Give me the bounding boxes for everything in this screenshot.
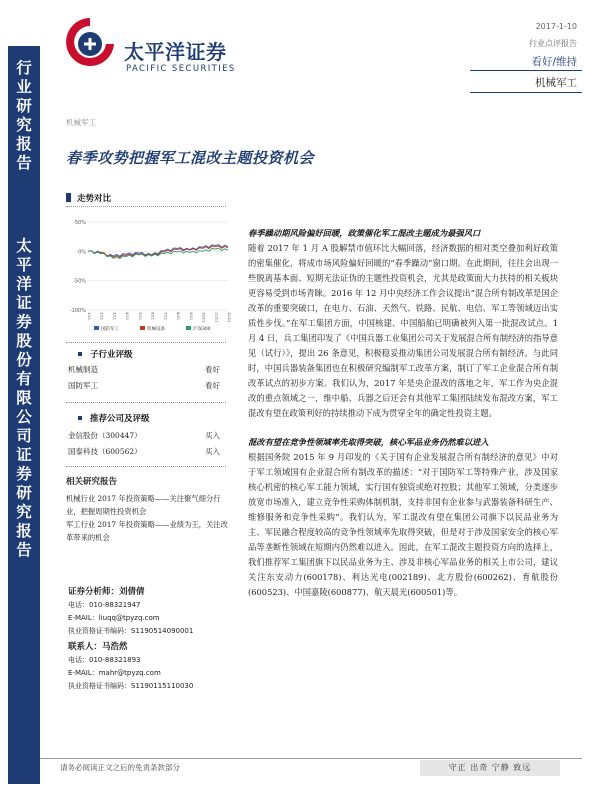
analyst-cert: 执业资格证书编码：S1190514090001: [68, 627, 194, 635]
table-row: [68, 378, 220, 394]
contact-email[interactable]: E-MAIL：mahr@tpyzq.com: [68, 669, 161, 677]
sidebar-bottom-char: 洋: [16, 274, 32, 293]
sidebar-top-char: 研: [16, 96, 32, 115]
sidebar-top-char: 行: [16, 58, 32, 77]
x-tick-label: 1/11: [87, 312, 91, 321]
sector-name: 机械军工: [535, 77, 577, 89]
x-tick-label: 2/11: [99, 312, 104, 321]
sidebar-top-char: 告: [16, 153, 32, 172]
divider: [66, 402, 226, 403]
body-paragraph: 根据国务院 2015 年 9 月印发的《关于国有企业发展混合所有制经济的意见》中对于军工领域国有企业混合所有制改革的描述：“对于国防军工等特殊产业，涉及国家核心机密的核心军工能力领域，实行国有独资或绝对控股；其他军工领域，分类逐步放宽市场准入，建立竞争性采购体制机制，支持非国有企业参与武器装备科研生产、维修服务和竞争性采购”。我们认为，军工混改有望在集团公司旗下以民品业务为主、军民融合程度较高的竞争性领域率先取得突破，但是对于涉及国家安全的核心军品等垄断性领域在短期内仍然难以进入。因此，在军工混改主题投资方向的选择上，我们推荐军工集团旗下以民品业务为主、涉及非核心军品业务的相关上市公司，建议关注东安动力(600178)、利达光电(002189)、北方股份(600262)、育航股份(600523)、中国嘉陵(600877)、航天晨光(600501)等。: [248, 452, 558, 597]
company-rating: 买入: [205, 447, 220, 456]
footer-divider: [40, 758, 582, 759]
sub-industry-table: [68, 362, 220, 394]
header-divider: [470, 70, 582, 71]
section-heading: 混改有望在竞争性领域率先取得突破，核心军品业务仍然难以进入: [248, 437, 489, 447]
page-title: 春季攻势把握军工混改主题投资机会: [66, 149, 315, 167]
sidebar-bottom-char: 报: [16, 521, 32, 540]
x-tick-label: 3/11: [112, 312, 117, 321]
divider: [66, 206, 226, 207]
legend-label: 机械设备: [147, 327, 165, 332]
industry-name: 机械制造: [68, 365, 98, 374]
legend-label: 沪深300: [193, 327, 211, 332]
contact-cert: 执业资格证书编码：S1190115110030: [68, 682, 194, 690]
sidebar-bottom-char: 有: [16, 369, 32, 388]
sidebar-top-char: 业: [16, 77, 32, 96]
logo-chinese-name: 太平洋证券: [124, 40, 227, 64]
sidebar-bottom-char: 券: [16, 464, 32, 483]
sidebar-bottom-char: 限: [16, 388, 32, 407]
sidebar-bottom-char: 研: [16, 483, 32, 502]
sidebar-bottom-char: 证: [16, 293, 32, 312]
sidebar-bottom-char: 券: [16, 312, 32, 331]
sidebar-top-char: 究: [16, 115, 32, 134]
x-tick-label: 9/11: [188, 312, 193, 321]
sidebar-bottom-char: 告: [16, 540, 32, 559]
y-tick-label: 0%: [78, 249, 86, 256]
legend-swatch: [140, 326, 145, 330]
company-name: 金信股份（300447）: [68, 431, 142, 440]
industry-rating: 看好: [205, 381, 220, 390]
company-name: 国泰科技（600562）: [68, 447, 142, 456]
x-tick-label: 10/11: [201, 312, 206, 323]
report-type: 行业点评报告: [529, 39, 577, 48]
logo-english-name: PACIFIC SECURITIES: [126, 64, 236, 74]
industry-rating: 看好: [205, 365, 220, 374]
related-reports: [66, 476, 232, 544]
company-rating: 买入: [205, 431, 220, 440]
analyst-info: [68, 586, 234, 693]
sidebar-bottom-char: 究: [16, 502, 32, 521]
x-tick-label: 4/11: [125, 312, 130, 321]
table-row: [68, 444, 220, 460]
x-tick-label: 11/11: [214, 312, 219, 323]
x-tick-label: 6/11: [150, 312, 155, 321]
trend-heading: 走势对比: [66, 192, 111, 204]
sidebar-bottom-char: 证: [16, 445, 32, 464]
recommend-heading: 推荐公司及评级: [78, 412, 150, 424]
sidebar-bottom-char: 公: [16, 407, 32, 426]
industry-name: 国防军工: [68, 381, 98, 390]
y-tick-label: -50%: [73, 278, 86, 285]
y-tick-label: 50%: [74, 220, 86, 226]
industry-rating: 看好/维持: [531, 56, 577, 68]
contact-name: 联系人：马浩然: [68, 642, 128, 652]
sidebar-report-type: [8, 58, 40, 172]
y-tick-label: -100%: [69, 308, 86, 314]
trend-chart: [66, 214, 234, 336]
sidebar-company-name: [8, 236, 40, 559]
sidebar-bottom-char: 份: [16, 350, 32, 369]
legend-swatch: [94, 326, 99, 330]
x-tick-label: 7/11: [163, 312, 168, 321]
divider: [66, 466, 226, 467]
body-paragraph: 随着 2017 年 1 月 A 股解禁市值环比大幅回落，经济数据的相对类空叠加利好政策的密集催化，将成市场风险偏好回暖的“春季躁动”窗口期。在此期间，往往会出现一些脱离基本面、短期无法证伪的主题性投资机会，尤其是政策面大力扶持的相关板块更容易受到市场青睐。2016 年 12 月中央经济工作会议提出“混合所有制改革是国企改革的重要突破口，在电力、石油、天然气、铁路、民航、电信、军工等领域迈出实质性步伐。”在军工集团方面，中国核建、中国船舶已明确被列入第一批混改试点。1 月 4 日，兵工集团印发了《中国兵器工业集团公司关于发展混合所有制经济的指导意见（试行）》，提出 26 条意见，积极稳妥推动集团公司发展混合所有制经济。与此同时，中国兵器装备集团也在积极研究编制军工改革方案，制订了军工企业混合所有制改革试点的初步方案。我们认为，2017 年是央企混改的落地之年，军工作为央企混改的重点领域之一，维中船、兵器之后还会有其他军工集团陆续发布混改方案，军工混改有望在政策利好的持续推动下成为贯穿全年的确定性投资主题。: [248, 243, 558, 418]
contact-phone: 电话：010-88321893: [68, 656, 141, 664]
related-heading: 相关研究报告: [66, 477, 118, 487]
divider: [66, 342, 226, 343]
sidebar-bottom-char: 太: [16, 236, 32, 255]
header-divider-bottom: [470, 92, 582, 93]
sidebar-band: [8, 46, 40, 784]
section-heading: 春季躁动期风险偏好回暖，政策催化军工混改主题成为最强风口: [248, 228, 481, 238]
sidebar-bottom-char: 司: [16, 426, 32, 445]
analyst-email[interactable]: E-MAIL：liuqq@tpyzq.com: [68, 614, 160, 622]
sub-industry-heading: 子行业评级: [78, 348, 133, 360]
table-row: [68, 428, 220, 444]
x-tick-label: 12/11: [227, 312, 231, 323]
table-row: [68, 362, 220, 378]
footer-motto: 守正 出奇 宁静 致远: [420, 760, 560, 776]
x-tick-label: 5/11: [137, 312, 142, 321]
related-item[interactable]: 机械行业 2017 年投资策略——关注聚气细分行业，把握周期性投资机会: [66, 494, 221, 516]
x-tick-label: 8/11: [176, 312, 181, 321]
report-body: [248, 226, 558, 600]
legend-label: 国防军工: [101, 327, 119, 332]
sidebar-bottom-char: 平: [16, 255, 32, 274]
related-item[interactable]: 军工行业 2017 年投资策略——业绩为王，关注改革带来的机会: [66, 520, 228, 542]
company-logo-icon: [62, 14, 118, 70]
sidebar-top-char: 报: [16, 134, 32, 153]
footer-disclaimer: 请务必阅读正文之后的免责条款部分: [60, 763, 180, 772]
analyst-name: 证券分析师：刘倩倩: [68, 587, 145, 597]
sidebar-bottom-char: 股: [16, 331, 32, 350]
analyst-phone: 电话：010-88321947: [68, 601, 141, 609]
legend-swatch: [186, 326, 191, 330]
report-date: 2017-1-10: [535, 22, 577, 31]
breadcrumb: 机械军工: [66, 118, 96, 127]
recommend-table: [68, 428, 220, 460]
